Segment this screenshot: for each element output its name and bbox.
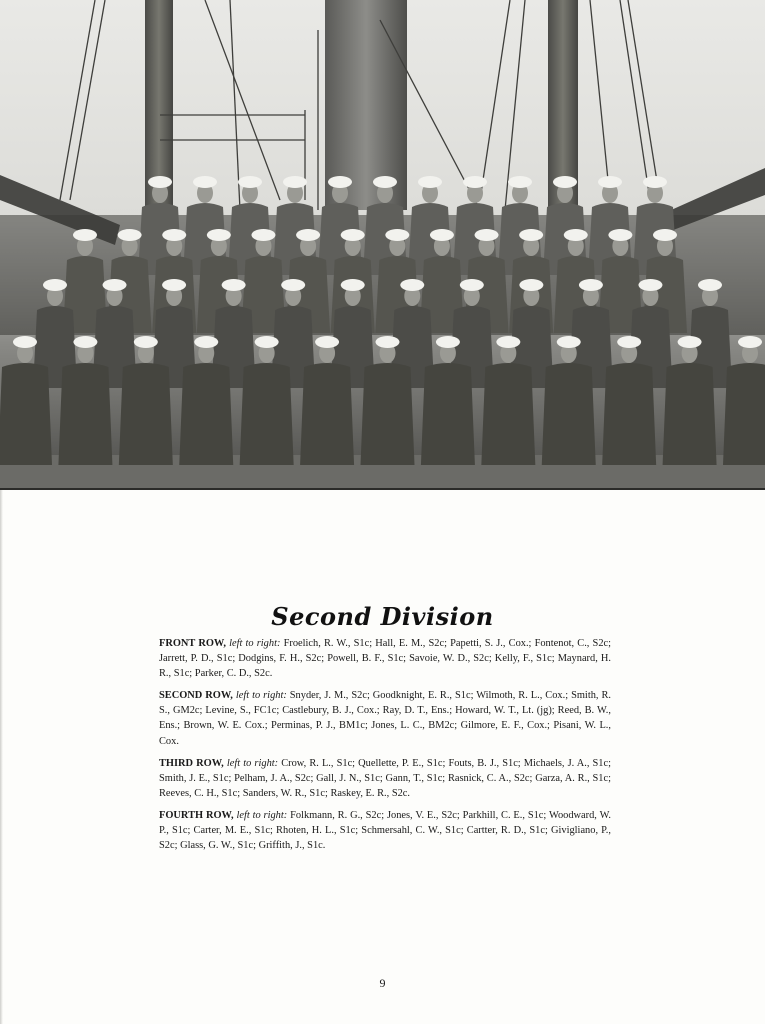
sailor-cap (162, 229, 186, 241)
row-direction: left to right: (226, 757, 279, 769)
sailor-body (58, 363, 112, 465)
sailor-body (542, 363, 596, 465)
row-names: Snyder, J. M., S2c; Goodknight, E. R., S1c; Wilmoth, R. L., Cox.; Smith, R. S., GM2c; Levine, S., FC1c; Castlebury, B. J., Cox.; Ray, D. T., Ens.; Howard, W. T., Lt. (jg); Reed, B. W., Ens.; Brown, W. E. Cox.; Perminas, P. J., BM1c; Jones, L. C., BM2c; Gilmore, E. F., Cox.; Pisani, W. L., Cox. (159, 690, 611, 747)
sailor-cap (255, 336, 279, 348)
row-label: FRONT ROW, (159, 638, 226, 649)
sailor-body (723, 363, 765, 465)
sailor-cap (162, 279, 186, 291)
sailor-cap (341, 279, 365, 291)
sailor-cap (73, 336, 97, 348)
sailor-body (361, 363, 415, 465)
sailor-cap (564, 229, 588, 241)
sailor-body (179, 363, 233, 465)
sailor-cap (519, 229, 543, 241)
sailor-cap (328, 176, 352, 188)
sailor-cap (13, 336, 37, 348)
sailor-cap (103, 279, 127, 291)
sailor-body (119, 363, 173, 465)
sailor-body (421, 363, 475, 465)
name-roster (159, 636, 611, 860)
sailor-cap (73, 229, 97, 241)
sailor-cap (43, 279, 67, 291)
sailor-cap (341, 229, 365, 241)
sailor-cap (638, 279, 662, 291)
sailor-cap (430, 229, 454, 241)
sailor-body (0, 363, 52, 465)
sailor-cap (118, 229, 142, 241)
sailor-body (300, 363, 354, 465)
row-direction: left to right: (236, 809, 288, 821)
row-names: Froelich, R. W., S1c; Hall, E. M., S2c; Papetti, S. J., Cox.; Fontenot, C., S2c; Jarrett, P. D., S1c; Dodgins, F. H., S2c; Powell, B. F., S1c; Savoie, W. D., S2c; Kelly, F., S1c; Maynard, H. R., S1c; Parker, C. D., S2c. (159, 638, 612, 680)
sailor-cap (194, 336, 218, 348)
sailor-body (481, 363, 535, 465)
sailor-cap (553, 176, 577, 188)
row-direction: left to right: (229, 638, 281, 649)
sailor-cap (678, 336, 702, 348)
sailor-cap (148, 176, 172, 188)
row-caption-fourth (159, 808, 611, 853)
photo-scene (0, 0, 765, 490)
sailor-cap (557, 336, 581, 348)
row-direction: left to right: (235, 690, 287, 702)
sailor-cap (385, 229, 409, 241)
sailor-body (240, 363, 294, 465)
sailor-cap (251, 229, 275, 241)
sailor-cap (315, 336, 339, 348)
sailor-cap (238, 176, 262, 188)
sailor-cap (617, 336, 641, 348)
sailor-cap (207, 229, 231, 241)
row-names: Crow, R. L., S1c; Quellette, P. E., S1c; Fouts, B. J., S1c; Michaels, J. A., S1c; Smith, J. E., S1c; Pelham, J. A., S2c; Gall, J. N., S1c; Gann, T., S1c; Rasnick, C. A., S2c; Garza, A. R., S1c; Reeves, C. H., S1c; Sanders, W. R., S1c; Raskey, E. R., S2c. (159, 757, 611, 799)
row-caption-third (159, 756, 611, 801)
sailor-cap (475, 229, 499, 241)
sailor-cap (400, 279, 424, 291)
sailor-cap (222, 279, 246, 291)
sailor-cap (508, 176, 532, 188)
sailor-cap (418, 176, 442, 188)
sailor-cap (463, 176, 487, 188)
sailor-cap (496, 336, 520, 348)
sailor-cap (460, 279, 484, 291)
scan-edge (0, 490, 3, 1024)
row-caption-front (159, 636, 611, 681)
sailor-cap (579, 279, 603, 291)
row-names: Folkmann, R. G., S2c; Jones, V. E., S2c; Parkhill, C. E., S1c; Woodward, W. P., S1c; Carter, M. E., S1c; Rhoten, H. L., S1c; Schmersahl, C. W., S1c; Cartter, R. D., S1c; Givigliano, P., S2c; Glass, G. W., S1c; Griffith, J., S1c. (159, 809, 612, 852)
sailor-cap (653, 229, 677, 241)
sailor-cap (281, 279, 305, 291)
sailor-cap (698, 279, 722, 291)
row-caption-second (159, 688, 611, 748)
group-photo (0, 0, 765, 490)
page-number: 9 (379, 976, 386, 990)
sailor-cap (519, 279, 543, 291)
row-label: FOURTH ROW, (159, 809, 234, 821)
sailor-cap (608, 229, 632, 241)
sailor-cap (598, 176, 622, 188)
sailor-cap (283, 176, 307, 188)
sailor-body (602, 363, 656, 465)
sailor-cap (373, 176, 397, 188)
sailor-cap (643, 176, 667, 188)
sailor-body (663, 363, 717, 465)
row-label: THIRD ROW, (159, 757, 224, 769)
sailor-cap (296, 229, 320, 241)
sailor-cap (134, 336, 158, 348)
sailor-cap (376, 336, 400, 348)
sailor-cap (738, 336, 762, 348)
sailor-cap (193, 176, 217, 188)
sailor-cap (436, 336, 460, 348)
row-label: SECOND ROW, (159, 690, 233, 702)
page-title: Second Division (271, 602, 494, 632)
